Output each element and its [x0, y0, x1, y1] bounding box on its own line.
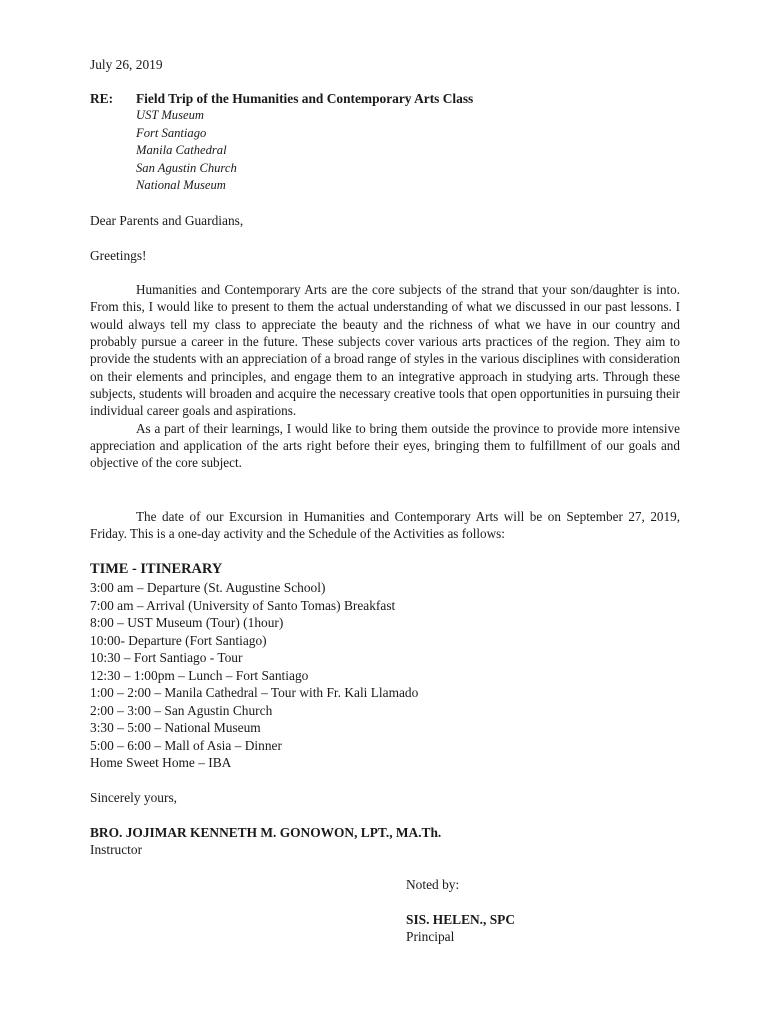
itinerary [90, 560, 680, 772]
itinerary-item: 7:00 am – Arrival (University of Santo Tomas) Breakfast [90, 597, 396, 613]
itinerary-item: 3:30 – 5:00 – National Museum [90, 720, 261, 735]
place-item: Manila Cathedral [136, 143, 227, 158]
place-item: UST Museum [136, 108, 204, 123]
place-item: San Agustin Church [136, 160, 237, 175]
subject-text: Field Trip of the Humanities and Contemporary Arts Class [136, 91, 474, 106]
letter-page [90, 0, 680, 1024]
itinerary-item: 5:00 – 6:00 – Mall of Asia – Dinner [90, 737, 282, 753]
itinerary-item: 1:00 – 2:00 – Manila Cathedral – Tour with Fr. Kali Llamado [90, 685, 419, 700]
greeting: Greetings! [90, 248, 147, 263]
excursion-paragraph: The date of our Excursion in Humanities and Contemporary Arts will be on September 27, 2019, Friday. This is a one-day activity and the Schedule of the Activities as follows: [90, 509, 680, 542]
noted-name: SIS. HELEN., SPC [406, 911, 516, 927]
itinerary-item: 3:00 am – Departure (St. Augustine School) [90, 580, 326, 595]
noted-label: Noted by: [406, 877, 460, 892]
salutation: Dear Parents and Guardians, [90, 213, 244, 228]
noted-title: Principal [406, 929, 455, 945]
noted-block [406, 876, 515, 946]
letter-body [90, 281, 680, 472]
itinerary-item: 12:30 – 1:00pm – Lunch – Fort Santiago [90, 667, 309, 683]
signer-block [90, 824, 441, 859]
itinerary-item: 8:00 – UST Museum (Tour) (1hour) [90, 615, 284, 630]
itinerary-item: 10:30 – Fort Santiago - Tour [90, 650, 243, 665]
subject-block [90, 90, 680, 194]
re-label: RE: [90, 91, 114, 106]
place-item: National Museum [136, 178, 226, 193]
itinerary-item: Home Sweet Home – IBA [90, 755, 232, 770]
place-item: Fort Santiago [136, 125, 207, 140]
signer-name: BRO. JOJIMAR KENNETH M. GONOWON, LPT., MA.Th. [90, 825, 442, 840]
places-list [136, 107, 680, 194]
body-paragraph: As a part of their learnings, I would like to bring them outside the province to provide more intensive appreciation and application of the arts right before their eyes, bringing them to fulfillment of our goals and objective of the core subject. [90, 420, 680, 471]
itinerary-item: 10:00- Departure (Fort Santiago) [90, 632, 267, 648]
subject-line [90, 90, 680, 107]
signer-title: Instructor [90, 842, 143, 858]
itinerary-item: 2:00 – 3:00 – San Agustin Church [90, 702, 273, 718]
closing: Sincerely yours, [90, 790, 178, 805]
letter-date: July 26, 2019 [90, 57, 163, 72]
body-paragraph: Humanities and Contemporary Arts are the core subjects of the strand that your son/daughter is into. From this, I would like to present to them the actual understanding of what we discussed in our past lessons. I would always tell my class to appreciate the beauty and the richness of what we have in our country and probably pursue a career in the future. These subjects cover various arts practices of the region. They aim to provide the students with an appreciation of a broad range of styles in the various disciplines with consideration on their elements and principles, and engage them to an integrative approach in studying arts. Through these subjects, students will broaden and acquire the necessary creative tools that open opportunities in pursuing their individual career goals and aspirations. [90, 282, 680, 419]
itinerary-title: TIME - ITINERARY [90, 561, 223, 577]
